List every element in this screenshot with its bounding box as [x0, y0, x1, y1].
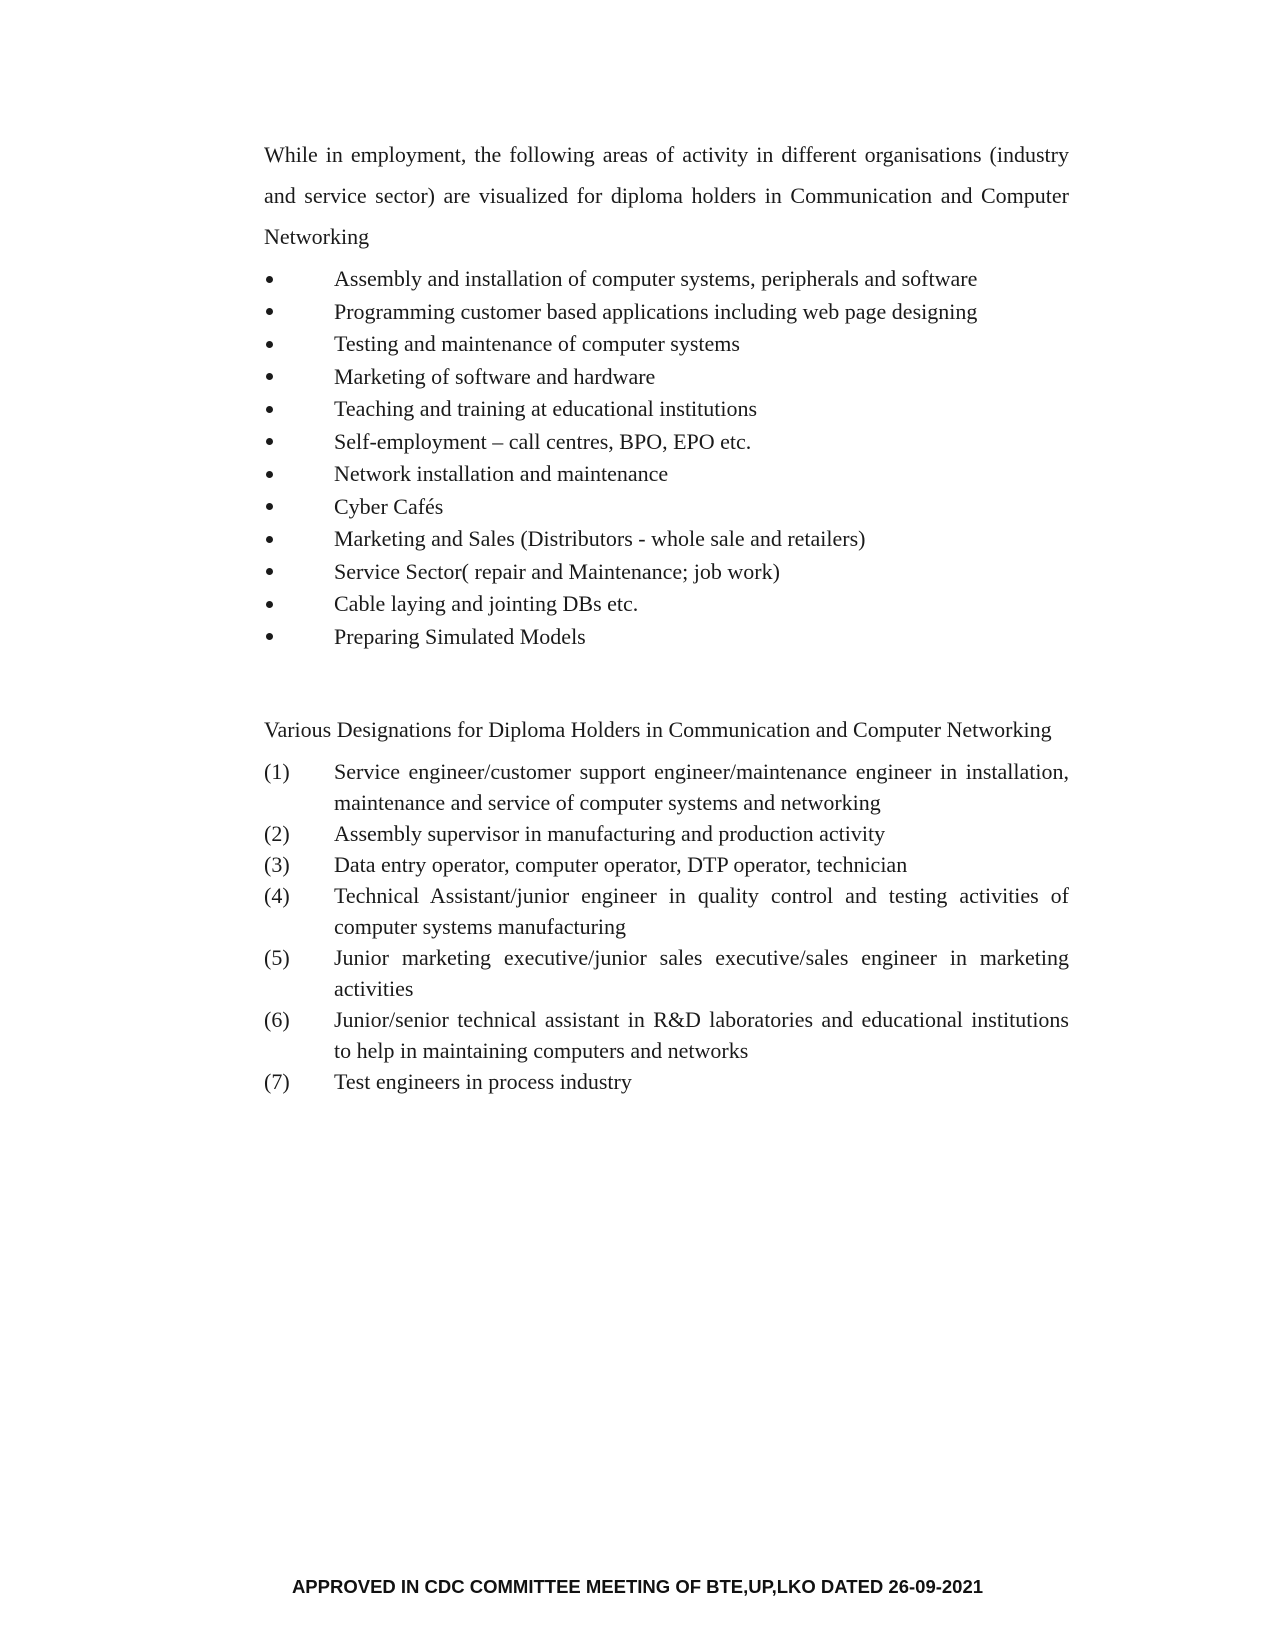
list-item: (4) Technical Assistant/junior engineer in quality control and testing activities of computer systems manufacturing — [264, 883, 1069, 939]
list-item: Self-employment – call centres, BPO, EPO etc. — [264, 426, 1069, 459]
designations-list — [264, 756, 1069, 1097]
list-item: Marketing and Sales (Distributors - whole sale and retailers) — [264, 523, 1069, 556]
bullet-icon — [264, 536, 334, 543]
bullet-icon — [264, 276, 334, 283]
list-item: (2) Assembly supervisor in manufacturing and production activity — [264, 821, 886, 846]
list-item: Programming customer based applications including web page designing — [264, 296, 1069, 329]
list-item: Assembly and installation of computer systems, peripherals and software — [264, 263, 1069, 296]
bullet-icon — [264, 633, 334, 640]
activity-areas-list — [264, 263, 1069, 653]
list-item: Cyber Cafés — [264, 491, 1069, 524]
list-item: Marketing of software and hardware — [264, 361, 1069, 394]
bullet-icon — [264, 601, 334, 608]
approval-footer: APPROVED IN CDC COMMITTEE MEETING OF BTE,UP,LKO DATED 26-09-2021 — [291, 1576, 984, 1597]
bullet-icon — [264, 308, 334, 315]
bullet-icon — [264, 568, 334, 575]
list-item: (7) Test engineers in process industry — [264, 1069, 632, 1094]
list-item: Preparing Simulated Models — [264, 621, 1069, 654]
list-item: (5) Junior marketing executive/junior sales executive/sales engineer in marketing activities — [264, 945, 1069, 1001]
bullet-icon — [264, 373, 334, 380]
list-item: Teaching and training at educational institutions — [264, 393, 1069, 426]
designations-section — [264, 709, 1069, 1097]
bullet-icon — [264, 438, 334, 445]
bullet-icon — [264, 341, 334, 348]
bullet-icon — [264, 471, 334, 478]
list-item: Network installation and maintenance — [264, 458, 1069, 491]
intro-paragraph: While in employment, the following areas of activity in different organisations (industry and service sector) are visualized for diploma holders in Communication and Computer Networking — [264, 142, 1069, 249]
page-content — [264, 134, 1069, 1097]
designations-heading: Various Designations for Diploma Holders in Communication and Computer Networking — [264, 717, 1052, 742]
list-item: (6) Junior/senior technical assistant in R&D laboratories and educational institutions to help in maintaining computers and networks — [264, 1007, 1069, 1063]
list-item: (1) Service engineer/customer support engineer/maintenance engineer in installation, maintenance and service of computer systems and networking — [264, 759, 1069, 815]
bullet-icon — [264, 503, 334, 510]
list-item: Cable laying and jointing DBs etc. — [264, 588, 1069, 621]
list-item: Service Sector( repair and Maintenance; job work) — [264, 556, 1069, 589]
list-item: Testing and maintenance of computer systems — [264, 328, 1069, 361]
bullet-icon — [264, 406, 334, 413]
list-item: (3) Data entry operator, computer operator, DTP operator, technician — [264, 852, 908, 877]
